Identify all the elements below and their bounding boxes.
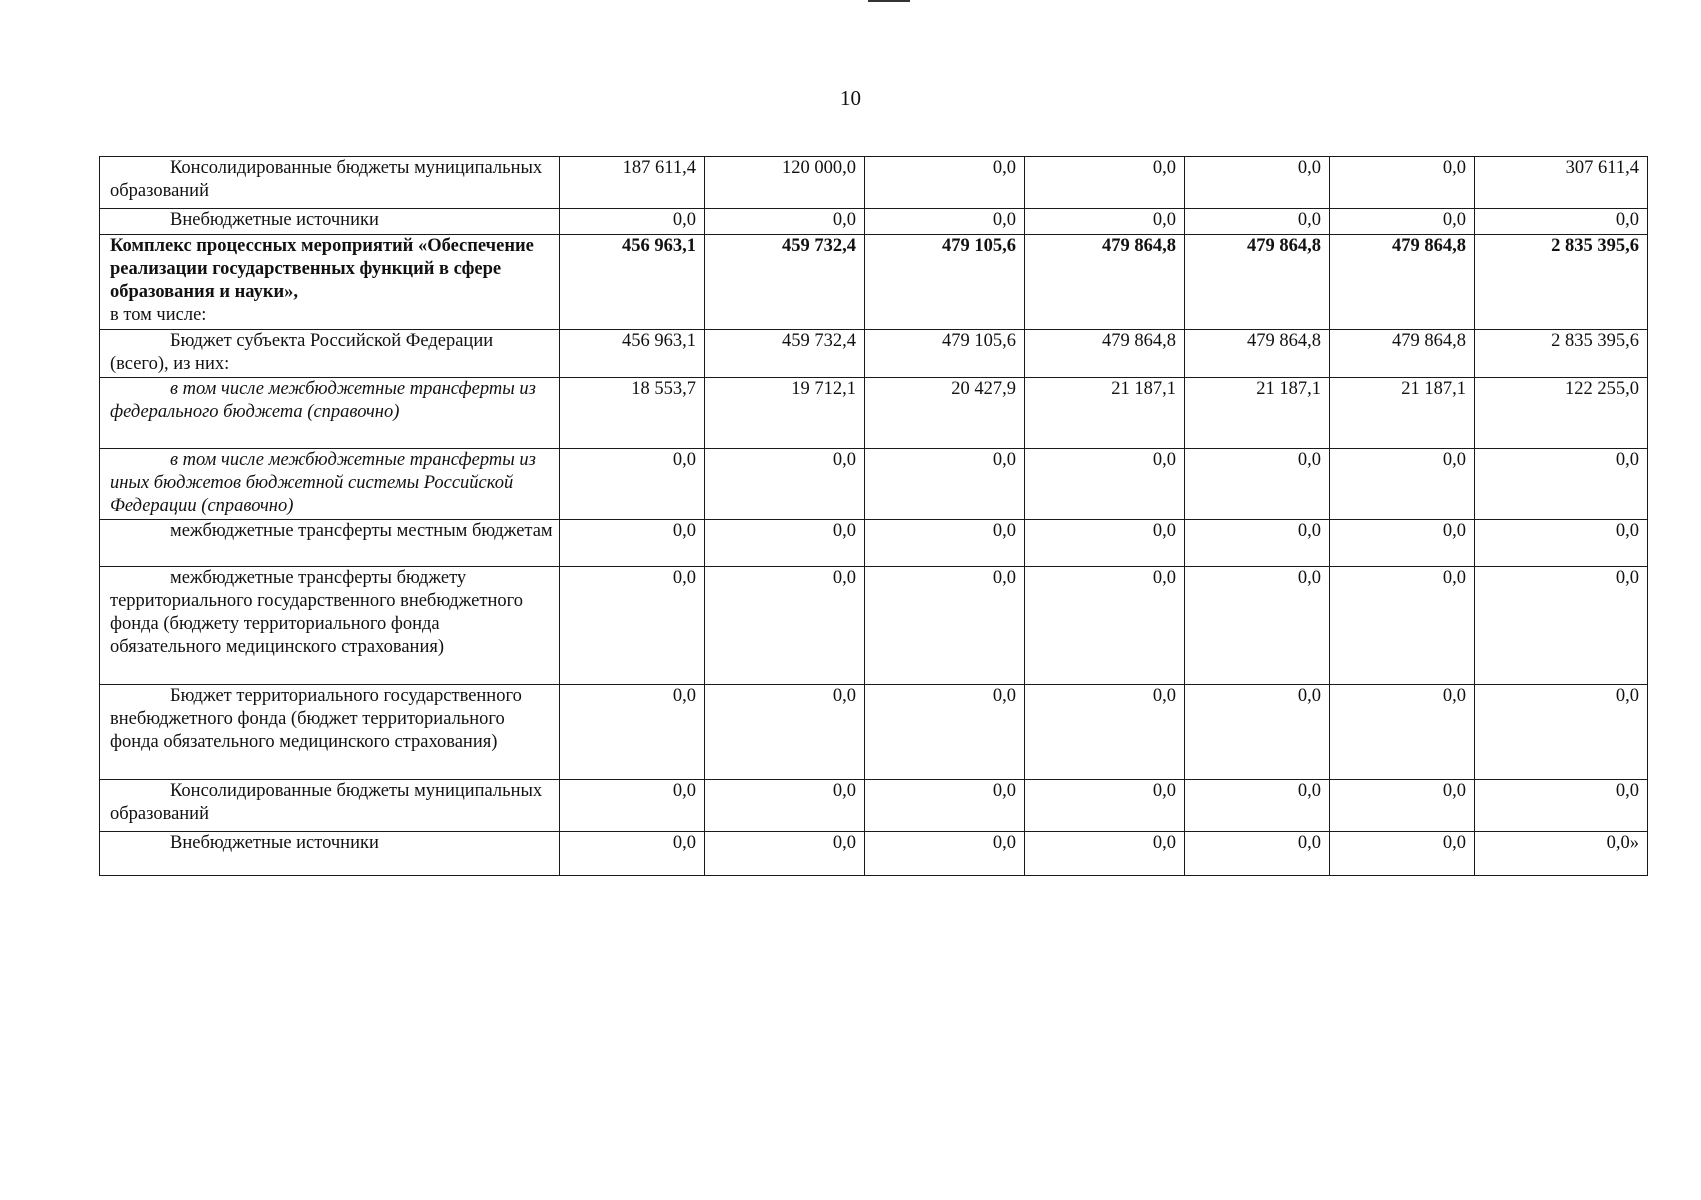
- table-row: [100, 378, 1648, 449]
- value-cell: 307 611,4: [1475, 157, 1648, 209]
- value-cell: 479 864,8: [1185, 330, 1330, 378]
- value-cell: 0,0: [1475, 209, 1648, 235]
- value-cell: 0,0: [705, 780, 865, 832]
- value-cell: 479 864,8: [1330, 235, 1475, 330]
- value-cell: 0,0: [560, 520, 705, 567]
- value-cell: 479 864,8: [1185, 235, 1330, 330]
- value-cell: 0,0: [1475, 780, 1648, 832]
- value-cell: 0,0: [1025, 685, 1185, 780]
- value-cell: 0,0: [1185, 685, 1330, 780]
- value-cell: 0,0: [1475, 449, 1648, 520]
- value-cell: 20 427,9: [865, 378, 1025, 449]
- value-cell: 0,0: [1025, 157, 1185, 209]
- row-label: Внебюджетные источники: [170, 210, 379, 230]
- table-row: [100, 685, 1648, 780]
- value-cell: 2 835 395,6: [1475, 330, 1648, 378]
- top-edge-mark: [868, 0, 910, 2]
- value-cell: 0,0: [1185, 780, 1330, 832]
- value-cell: 0,0: [1330, 209, 1475, 235]
- table-row: [100, 832, 1648, 876]
- row-label-cell: [100, 330, 560, 378]
- row-label: Бюджет территориального государственного внебюджетного фонда (бюджет территориального фонда обязательного медицинского страхования): [110, 686, 522, 752]
- table-row: [100, 780, 1648, 832]
- table-row: [100, 209, 1648, 235]
- value-cell: 0,0: [560, 780, 705, 832]
- value-cell: 479 105,6: [865, 330, 1025, 378]
- value-cell: 2 835 395,6: [1475, 235, 1648, 330]
- value-cell: 0,0: [560, 685, 705, 780]
- value-cell: 0,0: [560, 449, 705, 520]
- value-cell: 456 963,1: [560, 235, 705, 330]
- value-cell: 0,0: [1330, 567, 1475, 685]
- row-label-cell: [100, 449, 560, 520]
- value-cell: 0,0: [1185, 832, 1330, 876]
- row-label: Комплекс процессных мероприятий «Обеспечение реализации государственных функций в сфере образования и науки»,: [110, 236, 534, 302]
- value-cell: 21 187,1: [1025, 378, 1185, 449]
- value-cell: 18 553,7: [560, 378, 705, 449]
- table-row: [100, 449, 1648, 520]
- value-cell: 0,0: [705, 209, 865, 235]
- value-cell: 0,0: [1330, 685, 1475, 780]
- budget-table-body: [100, 157, 1648, 876]
- value-cell: 0,0: [1475, 567, 1648, 685]
- value-cell: 0,0: [560, 567, 705, 685]
- value-cell: 0,0: [1025, 832, 1185, 876]
- row-label-cell: [100, 685, 560, 780]
- value-cell: 0,0: [1330, 157, 1475, 209]
- value-cell: 459 732,4: [705, 330, 865, 378]
- value-cell: 0,0: [865, 157, 1025, 209]
- value-cell: 479 864,8: [1330, 330, 1475, 378]
- value-cell: 0,0: [1330, 520, 1475, 567]
- row-label-cell: [100, 780, 560, 832]
- value-cell: 0,0»: [1475, 832, 1648, 876]
- value-cell: 0,0: [1330, 832, 1475, 876]
- value-cell: 479 105,6: [865, 235, 1025, 330]
- value-cell: 0,0: [1475, 685, 1648, 780]
- value-cell: 122 255,0: [1475, 378, 1648, 449]
- value-cell: 0,0: [865, 780, 1025, 832]
- row-label-cell: [100, 209, 560, 235]
- value-cell: 0,0: [865, 685, 1025, 780]
- row-label-cell: [100, 832, 560, 876]
- value-cell: 19 712,1: [705, 378, 865, 449]
- row-label: Внебюджетные источники: [170, 833, 379, 853]
- page-number: 10: [840, 86, 861, 110]
- value-cell: 120 000,0: [705, 157, 865, 209]
- value-cell: 0,0: [705, 449, 865, 520]
- value-cell: 0,0: [865, 449, 1025, 520]
- table-row: [100, 567, 1648, 685]
- row-label-cell: [100, 157, 560, 209]
- value-cell: 479 864,8: [1025, 235, 1185, 330]
- value-cell: 0,0: [865, 209, 1025, 235]
- row-label: Консолидированные бюджеты муниципальных образований: [110, 781, 543, 824]
- value-cell: 21 187,1: [1330, 378, 1475, 449]
- value-cell: 0,0: [560, 209, 705, 235]
- value-cell: 0,0: [865, 520, 1025, 567]
- value-cell: 0,0: [1025, 449, 1185, 520]
- value-cell: 456 963,1: [560, 330, 705, 378]
- value-cell: 0,0: [1185, 449, 1330, 520]
- value-cell: 0,0: [560, 832, 705, 876]
- value-cell: 0,0: [1475, 520, 1648, 567]
- row-label: в том числе межбюджетные трансферты из иных бюджетов бюджетной системы Российской Федерации (справочно): [110, 450, 536, 516]
- row-label: межбюджетные трансферты бюджету территориального государственного внебюджетного фонда (бюджету территориального фонда обязательного медицинского страхования): [110, 568, 523, 657]
- table-row: [100, 235, 1648, 330]
- value-cell: 0,0: [1185, 567, 1330, 685]
- value-cell: 0,0: [705, 685, 865, 780]
- value-cell: 0,0: [1330, 780, 1475, 832]
- row-label-cell: [100, 235, 560, 330]
- value-cell: 0,0: [705, 520, 865, 567]
- table-row: [100, 157, 1648, 209]
- value-cell: 479 864,8: [1025, 330, 1185, 378]
- row-label-cell: [100, 567, 560, 685]
- value-cell: 0,0: [705, 567, 865, 685]
- value-cell: 0,0: [705, 832, 865, 876]
- table-row: [100, 330, 1648, 378]
- value-cell: 0,0: [1185, 209, 1330, 235]
- value-cell: 0,0: [1025, 780, 1185, 832]
- row-label: межбюджетные трансферты местным бюджетам: [170, 521, 553, 541]
- row-label-cell: [100, 520, 560, 567]
- row-label-cell: [100, 378, 560, 449]
- budget-table: [99, 156, 1648, 876]
- row-label-suffix: в том числе:: [110, 305, 207, 325]
- value-cell: 21 187,1: [1185, 378, 1330, 449]
- value-cell: 0,0: [1025, 520, 1185, 567]
- value-cell: 0,0: [1185, 157, 1330, 209]
- row-label: в том числе межбюджетные трансферты из федерального бюджета (справочно): [110, 379, 536, 422]
- value-cell: 0,0: [1025, 567, 1185, 685]
- value-cell: 0,0: [1330, 449, 1475, 520]
- value-cell: 459 732,4: [705, 235, 865, 330]
- value-cell: 0,0: [1185, 520, 1330, 567]
- table-row: [100, 520, 1648, 567]
- row-label: Консолидированные бюджеты муниципальных образований: [110, 158, 543, 201]
- value-cell: 0,0: [1025, 209, 1185, 235]
- row-label: Бюджет субъекта Российской Федерации (всего), из них:: [110, 331, 494, 374]
- value-cell: 187 611,4: [560, 157, 705, 209]
- value-cell: 0,0: [865, 832, 1025, 876]
- value-cell: 0,0: [865, 567, 1025, 685]
